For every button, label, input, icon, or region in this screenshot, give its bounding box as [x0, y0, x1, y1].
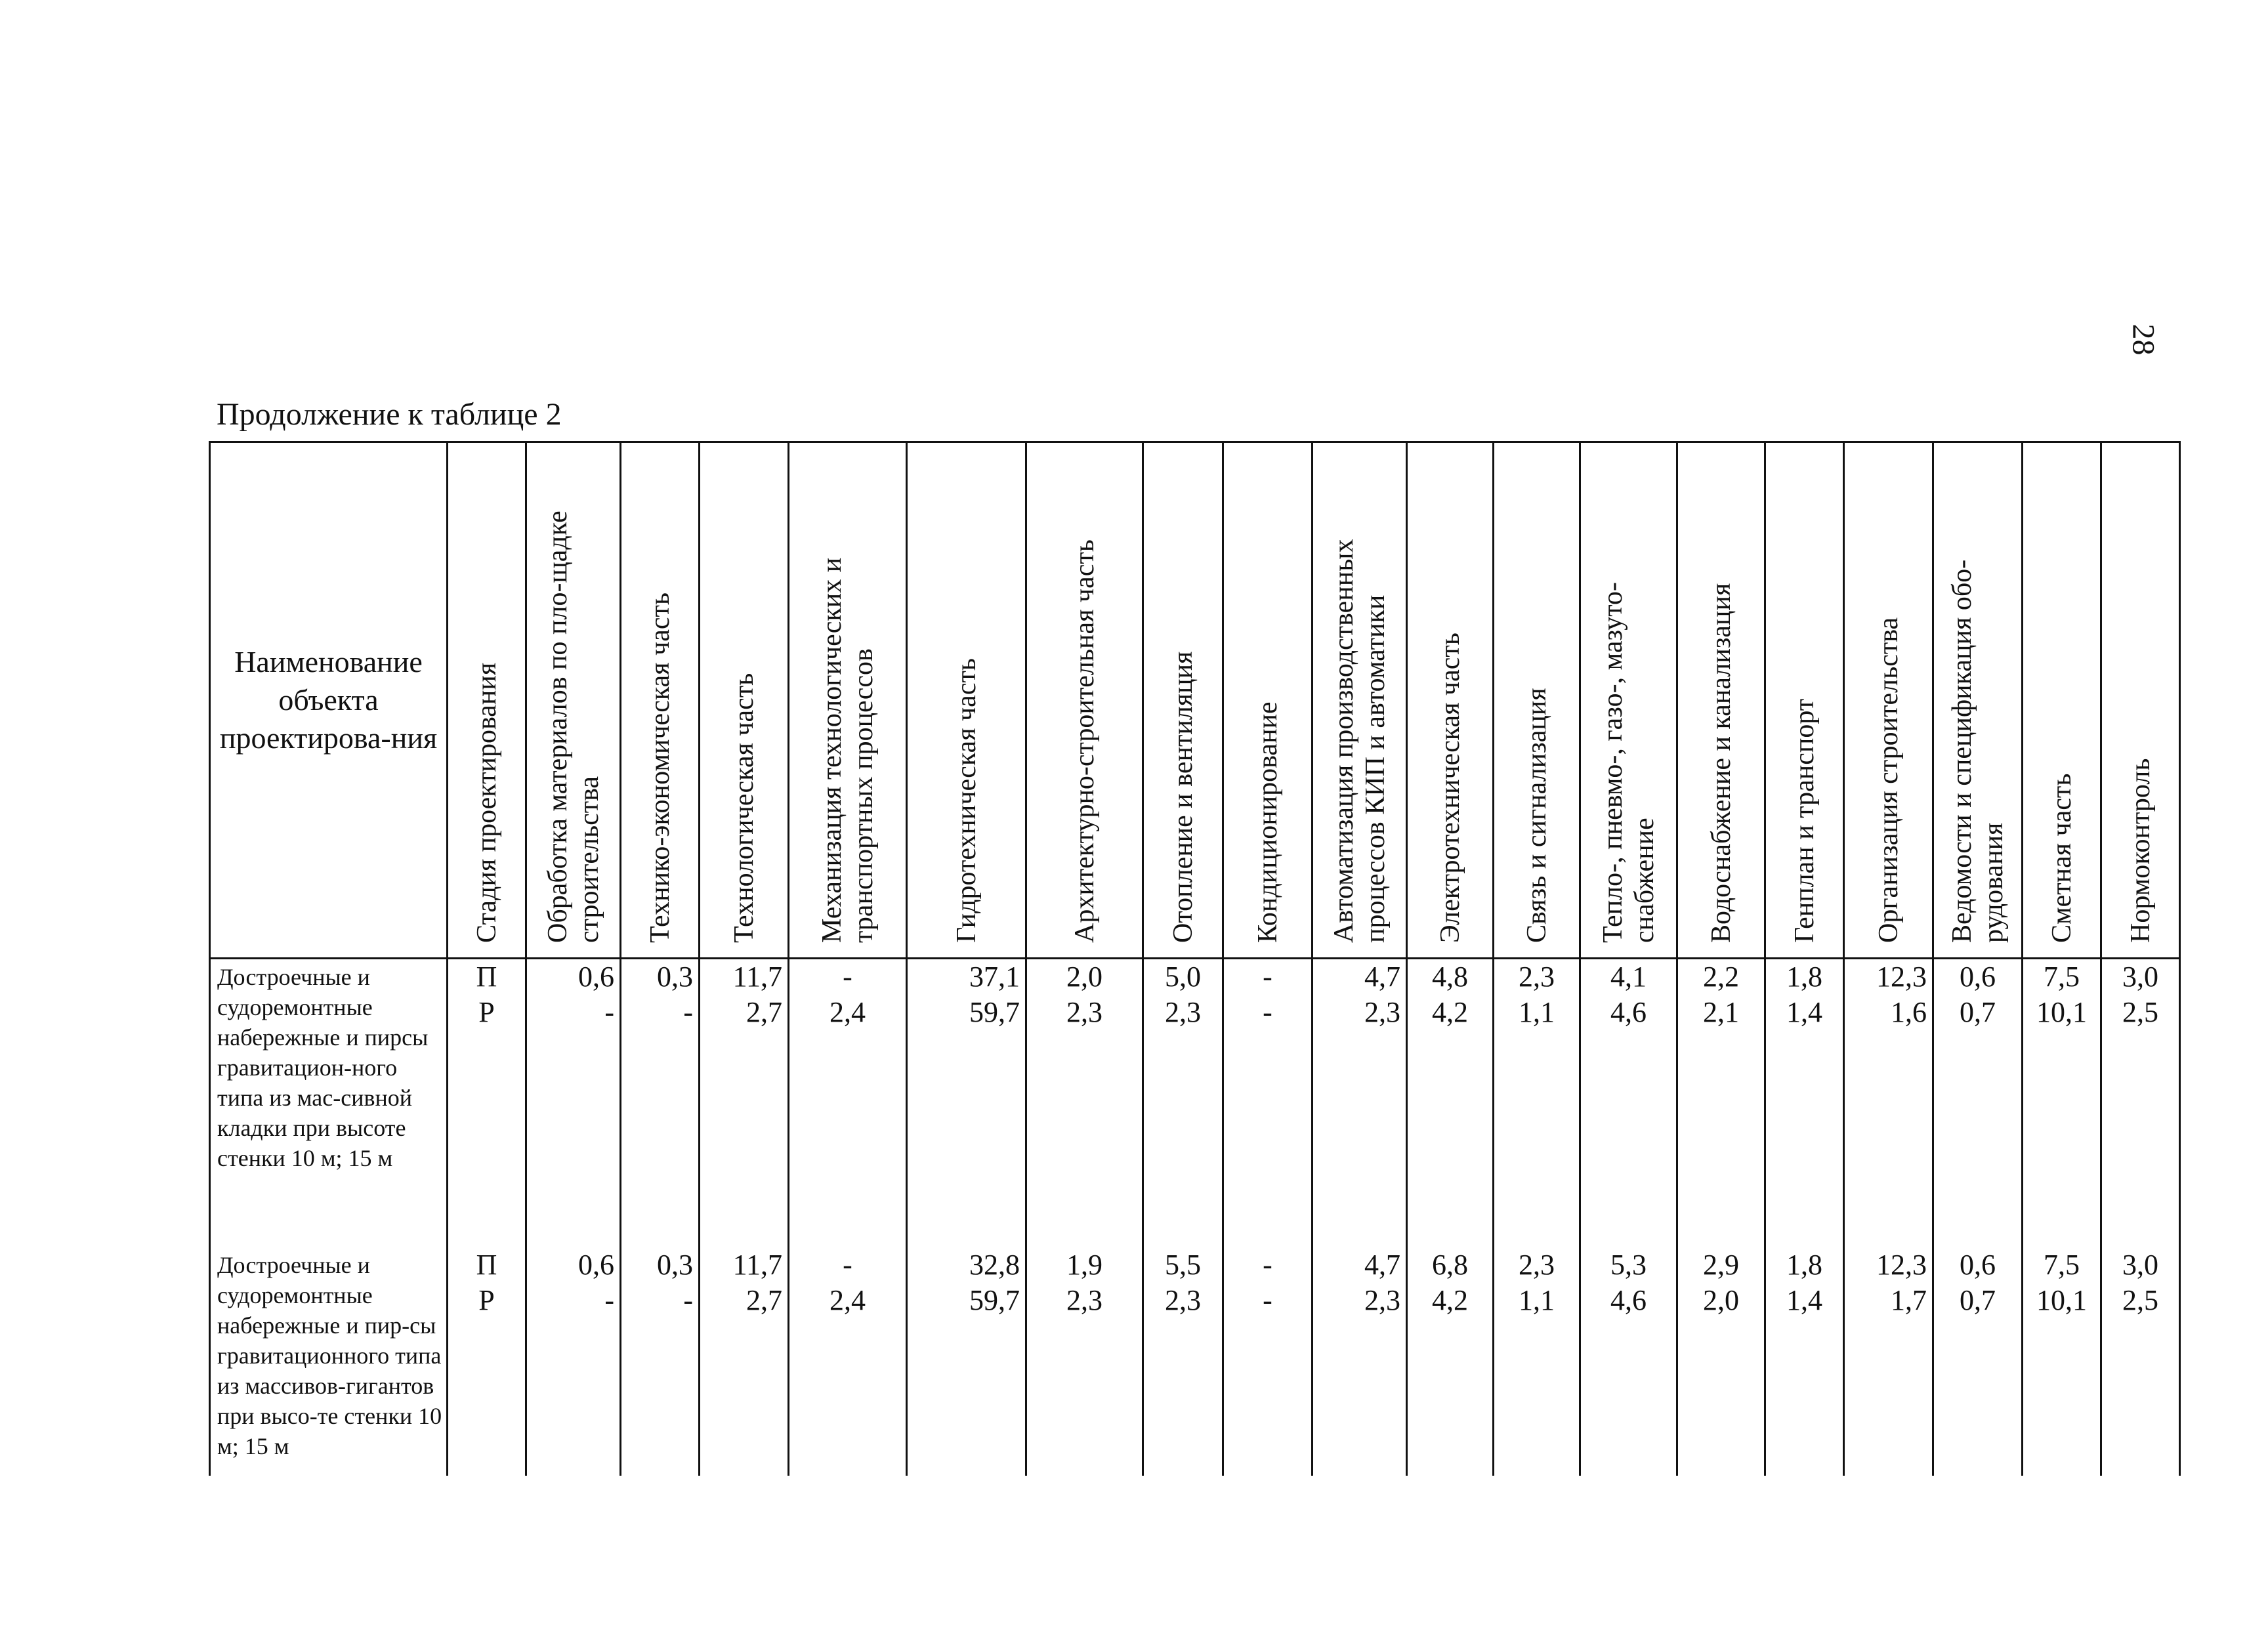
value-cell: [2023, 1247, 2101, 1476]
value-cell: [1844, 959, 1933, 1247]
value-stage-r: 2,3: [1066, 1283, 1102, 1316]
column-header: [1933, 442, 2023, 959]
value-cell: [1677, 959, 1765, 1247]
value-cell: [2023, 959, 2101, 1247]
stage-value: П: [476, 961, 497, 993]
value-cell: [1312, 1247, 1407, 1476]
value-stage-r: 2,1: [1703, 996, 1739, 1028]
value-cell: [1494, 959, 1580, 1247]
stage-cell: [448, 959, 526, 1247]
value-stage-r: 59,7: [969, 996, 1020, 1028]
page-number: 28: [2126, 323, 2161, 356]
value-stage-p: 4,7: [1364, 961, 1400, 993]
value-stage-r: 1,4: [1786, 1283, 1822, 1316]
value-cell: [1026, 959, 1143, 1247]
value-stage-p: 5,3: [1610, 1248, 1647, 1281]
column-header: [1026, 442, 1143, 959]
column-header-label: Механизация технологических и транспортных процессов: [816, 557, 879, 943]
header-row: [210, 442, 2180, 959]
value-cell: [700, 1247, 789, 1476]
column-header: [1765, 442, 1844, 959]
value-cell: [526, 959, 621, 1247]
value-stage-r: 2,7: [746, 996, 782, 1028]
value-stage-r: 2,7: [746, 1283, 782, 1316]
column-header: [448, 442, 526, 959]
value-stage-p: 4,8: [1432, 961, 1468, 993]
column-header-label: Гидротехническая часть: [951, 658, 982, 943]
column-header-label: Технологическая часть: [728, 673, 759, 943]
value-stage-p: 11,7: [732, 1248, 782, 1281]
value-stage-p: 0,3: [657, 961, 693, 993]
value-stage-r: -: [1263, 996, 1272, 1028]
value-cell: [789, 959, 907, 1247]
column-header-label: Электротехническая часть: [1435, 633, 1465, 943]
column-header: [1312, 442, 1407, 959]
value-cell: [1933, 959, 2023, 1247]
value-cell: [1844, 1247, 1933, 1476]
value-stage-r: 10,1: [2036, 996, 2087, 1028]
value-stage-r: 2,3: [1165, 996, 1201, 1028]
column-header-label: Архитектурно-строительная часть: [1069, 539, 1100, 943]
value-cell: [1765, 1247, 1844, 1476]
value-stage-p: 5,0: [1165, 961, 1201, 993]
value-cell: [1933, 1247, 2023, 1476]
value-stage-r: -: [604, 996, 614, 1028]
column-header-label: Водоснабжение и канализация: [1706, 583, 1736, 943]
value-stage-r: 0,7: [1960, 1283, 1996, 1316]
value-stage-p: 2,3: [1519, 1248, 1555, 1281]
column-header-label: Отопление и вентиляция: [1167, 651, 1198, 943]
value-cell: [1677, 1247, 1765, 1476]
value-stage-r: 2,3: [1066, 996, 1102, 1028]
value-cell: [1143, 959, 1223, 1247]
value-stage-p: 0,6: [1960, 1248, 1996, 1281]
column-header-label: Нормоконтроль: [2125, 758, 2156, 943]
value-cell: [2101, 1247, 2180, 1476]
value-stage-p: 2,2: [1703, 961, 1739, 993]
column-header: [1580, 442, 1677, 959]
value-stage-p: 12,3: [1876, 1248, 1927, 1281]
stage-cell: [448, 1247, 526, 1476]
value-stage-r: 1,7: [1891, 1283, 1927, 1316]
value-cell: [621, 1247, 700, 1476]
value-cell: [700, 959, 789, 1247]
value-cell: [789, 1247, 907, 1476]
value-stage-r: -: [683, 1283, 693, 1316]
value-stage-r: 10,1: [2036, 1283, 2087, 1316]
column-header: [1677, 442, 1765, 959]
value-stage-r: 2,0: [1703, 1283, 1739, 1316]
value-stage-p: 3,0: [2122, 961, 2158, 993]
column-header: [1143, 442, 1223, 959]
column-header-label: Кондиционирование: [1252, 701, 1283, 943]
value-stage-r: 1,1: [1519, 1283, 1555, 1316]
value-stage-r: 2,5: [2122, 996, 2158, 1028]
value-cell: [1312, 959, 1407, 1247]
value-stage-r: 2,3: [1364, 996, 1400, 1028]
column-header-label: Связь и сигнализация: [1521, 688, 1552, 943]
value-stage-r: 1,4: [1786, 996, 1822, 1028]
value-stage-r: 2,3: [1165, 1283, 1201, 1316]
value-cell: [1580, 1247, 1677, 1476]
value-stage-p: 2,3: [1519, 961, 1555, 993]
value-cell: [907, 959, 1026, 1247]
value-stage-r: 59,7: [969, 1283, 1020, 1316]
value-stage-p: 2,9: [1703, 1248, 1739, 1281]
value-stage-p: -: [843, 1248, 852, 1281]
column-header-name: Наименование объекта проектирова-ния: [210, 442, 448, 959]
value-stage-p: 7,5: [2044, 961, 2080, 993]
value-cell: [621, 959, 700, 1247]
value-stage-p: 6,8: [1432, 1248, 1468, 1281]
value-stage-r: 4,2: [1432, 1283, 1468, 1316]
value-stage-p: 0,6: [578, 961, 614, 993]
value-stage-p: 32,8: [969, 1248, 1020, 1281]
column-header-label: Автоматизация производственных процессов КИП и автоматики: [1328, 539, 1391, 943]
value-stage-p: -: [1263, 961, 1272, 993]
value-cell: [1223, 1247, 1312, 1476]
stage-value: Р: [478, 996, 495, 1028]
value-cell: [907, 1247, 1026, 1476]
column-header-label: Сметная часть: [2046, 773, 2077, 943]
norms-table: [209, 441, 2181, 1476]
value-cell: [1765, 959, 1844, 1247]
value-stage-p: 0,3: [657, 1248, 693, 1281]
value-stage-p: 12,3: [1876, 961, 1927, 993]
value-stage-p: 4,1: [1610, 961, 1647, 993]
value-stage-r: 2,5: [2122, 1283, 2158, 1316]
object-name-cell: Достроечные и судоремонтные набережные и пир-сы гравитационного типа из массивов-гигантов при высо-те стенки 10 м; 15 м: [210, 1247, 448, 1476]
value-cell: [1407, 1247, 1494, 1476]
table-container: [209, 441, 2177, 1472]
value-stage-p: 5,5: [1165, 1248, 1201, 1281]
value-stage-p: 0,6: [578, 1248, 614, 1281]
column-header: [907, 442, 1026, 959]
value-cell: [1026, 1247, 1143, 1476]
value-stage-r: 2,4: [830, 996, 866, 1028]
value-stage-p: 2,0: [1066, 961, 1102, 993]
value-stage-p: 4,7: [1364, 1248, 1400, 1281]
table-caption: Продолжение к таблице 2: [217, 397, 562, 432]
column-header: [621, 442, 700, 959]
column-header: [1494, 442, 1580, 959]
column-header: [2101, 442, 2180, 959]
column-header: [2023, 442, 2101, 959]
column-header-label: Обработка материалов по пло-щадке строительства: [542, 510, 604, 943]
value-stage-r: 1,6: [1891, 996, 1927, 1028]
value-stage-p: -: [843, 961, 852, 993]
value-stage-p: 11,7: [732, 961, 782, 993]
value-cell: [1143, 1247, 1223, 1476]
value-cell: [1580, 959, 1677, 1247]
value-stage-r: 1,1: [1519, 996, 1555, 1028]
column-header: [1844, 442, 1933, 959]
column-header: [1407, 442, 1494, 959]
column-header-label: Стадия проектирования: [471, 662, 502, 943]
value-stage-p: -: [1263, 1248, 1272, 1281]
value-stage-r: 4,6: [1610, 996, 1647, 1028]
value-stage-p: 1,8: [1786, 961, 1822, 993]
column-header: [526, 442, 621, 959]
column-header-label: Организация строительства: [1873, 617, 1904, 943]
column-header-label: Генплан и транспорт: [1789, 698, 1820, 943]
column-header-label: Технико-экономическая часть: [644, 593, 675, 943]
value-stage-p: 0,6: [1960, 961, 1996, 993]
column-header: [1223, 442, 1312, 959]
value-stage-r: 2,4: [830, 1283, 866, 1316]
value-stage-r: 4,2: [1432, 996, 1468, 1028]
column-header: [789, 442, 907, 959]
value-cell: [1407, 959, 1494, 1247]
column-header-label: Тепло-, пневмо-, газо-, мазуто-снабжение: [1597, 581, 1660, 943]
value-stage-r: 2,3: [1364, 1283, 1400, 1316]
column-header: [700, 442, 789, 959]
value-stage-r: -: [604, 1283, 614, 1316]
value-stage-r: 0,7: [1960, 996, 1996, 1028]
value-cell: [2101, 959, 2180, 1247]
value-cell: [526, 1247, 621, 1476]
stage-value: П: [476, 1248, 497, 1281]
value-stage-p: 1,9: [1066, 1248, 1102, 1281]
value-stage-r: -: [1263, 1283, 1272, 1316]
table-row: [210, 1247, 2180, 1476]
value-stage-p: 37,1: [969, 961, 1020, 993]
value-stage-p: 1,8: [1786, 1248, 1822, 1281]
column-header-label: Ведомости и спецификация обо-рудования: [1946, 559, 2009, 943]
value-stage-p: 7,5: [2044, 1248, 2080, 1281]
stage-value: Р: [478, 1283, 495, 1316]
value-stage-r: -: [683, 996, 693, 1028]
value-stage-r: 4,6: [1610, 1283, 1647, 1316]
object-name-cell: Достроечные и судоремонтные набережные и пирсы гравитацион-ного типа из мас-сивной кладки при высоте стенки 10 м; 15 м: [210, 959, 448, 1247]
value-stage-p: 3,0: [2122, 1248, 2158, 1281]
table-row: [210, 959, 2180, 1247]
value-cell: [1494, 1247, 1580, 1476]
value-cell: [1223, 959, 1312, 1247]
